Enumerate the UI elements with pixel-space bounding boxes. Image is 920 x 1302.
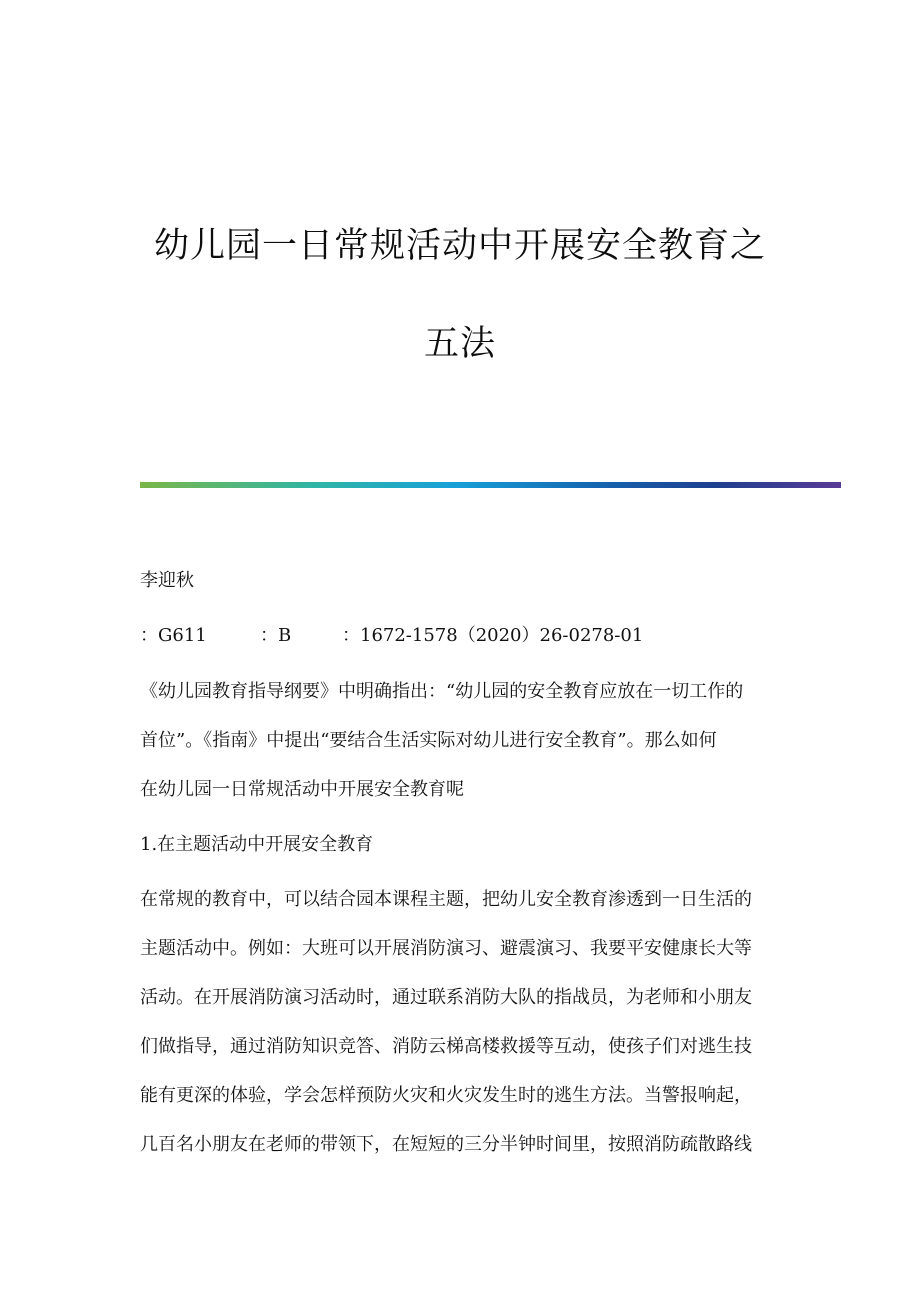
document-title-line-2: 五法	[423, 324, 496, 364]
document-title-line-1: 幼儿园一日常规活动中开展安全教育之	[153, 226, 766, 266]
body-line: 活动。在开展消防演习活动时，通过联系消防大队的指战员，为老师和小朋友	[140, 987, 752, 1008]
intro-line: 首位”。《指南》中提出“要结合生活实际对幼儿进行安全教育”。那么如何	[140, 730, 717, 751]
body-line: 在常规的教育中，可以结合园本课程主题，把幼儿安全教育渗透到一日生活的	[140, 889, 752, 910]
gradient-divider	[140, 482, 841, 488]
document-code: ：B	[260, 625, 292, 646]
body-line: 们做指导，通过消防知识竞答、消防云梯高楼救援等互动，使孩子们对逃生技	[140, 1036, 752, 1057]
body-line: 能有更深的体验，学会怎样预防火灾和火灾发生时的逃生方法。当警报响起，	[140, 1085, 752, 1106]
intro-line: 《幼儿园教育指导纲要》中明确指出：“幼儿园的安全教育应放在一切工作的	[140, 681, 744, 702]
intro-line: 在幼儿园一日常规活动中开展安全教育呢	[140, 779, 464, 800]
classification-code: ：G611	[140, 625, 207, 646]
body-line: 几百名小朋友在老师的带领下，在短短的三分半钟时间里，按照消防疏散路线	[140, 1134, 752, 1155]
section-heading: 1.在主题活动中开展安全教育	[140, 834, 374, 855]
article-meta	[140, 624, 780, 648]
author-name: 李迎秋	[140, 570, 194, 591]
issn-code: ：1672-1578（2020）26-0278-01	[342, 625, 644, 646]
body-line: 主题活动中。例如：大班可以开展消防演习、避震演习、我要平安健康长大等	[140, 938, 752, 959]
